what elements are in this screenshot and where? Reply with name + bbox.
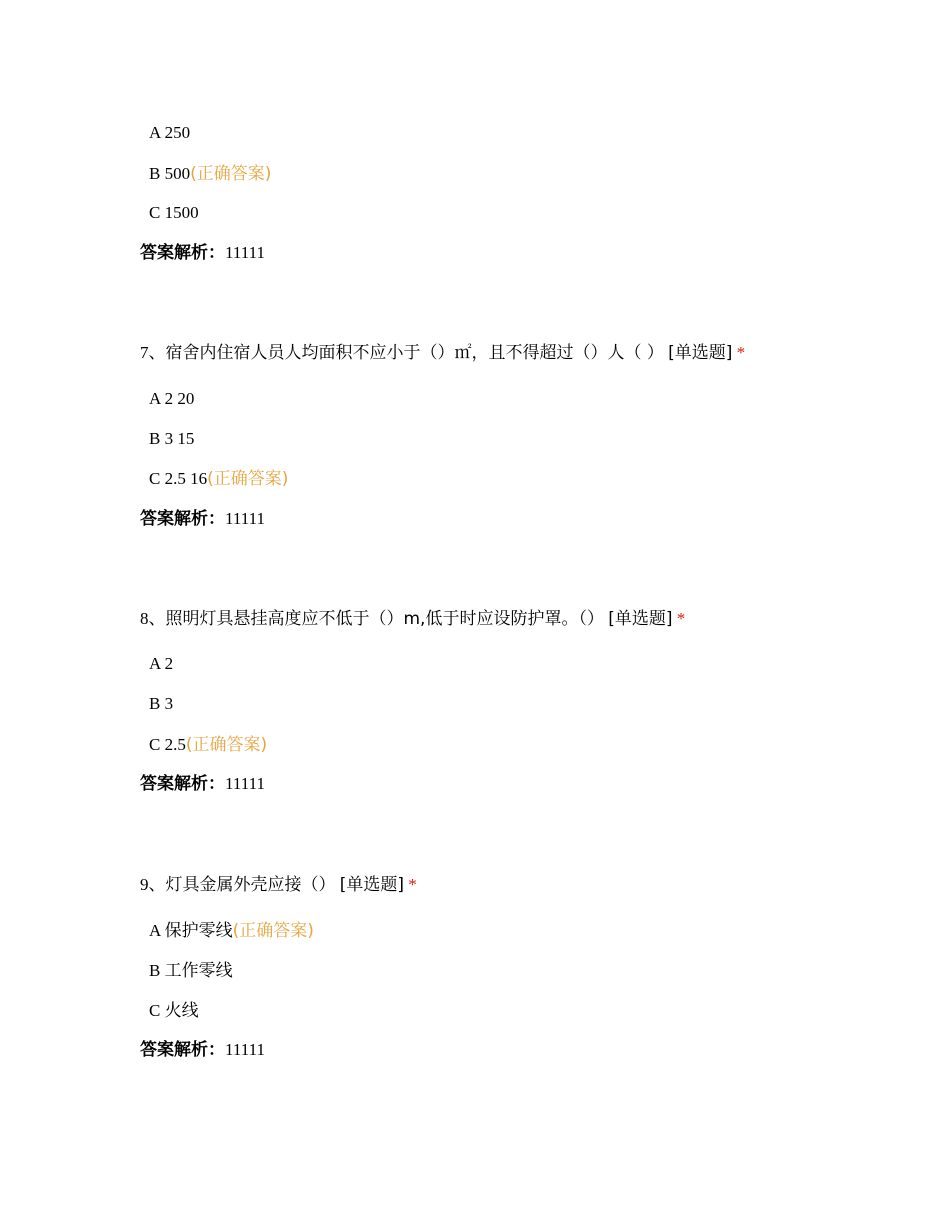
option-c: C 2.5 16(正确答案) [149,469,289,489]
option-b: B 3 [149,694,174,713]
analysis-label: 答案解析： [140,1040,225,1060]
correct-answer-marker: (正确答案) [207,469,289,489]
option-a: A 250 [149,123,191,142]
option-b: B 500(正确答案) [149,164,272,184]
correct-answer-marker: (正确答案) [190,164,272,184]
option-a: A 保护零线(正确答案) [149,921,314,941]
required-mark: * [408,875,417,894]
option-a: A 2 20 [149,389,195,408]
question-title: 8、照明灯具悬挂高度应不低于（）m,低于时应设防护罩。（） [单选题] * [140,609,686,629]
answer-analysis: 答案解析：11111 [140,1040,265,1060]
answer-analysis: 答案解析：11111 [140,774,265,794]
correct-answer-marker: (正确答案) [232,921,314,941]
option-b: B 3 15 [149,429,195,448]
analysis-label: 答案解析： [140,243,225,263]
option-c: C 火线 [149,1001,199,1021]
option-c: C 1500 [149,203,199,222]
analysis-label: 答案解析： [140,509,225,529]
required-mark: * [736,343,746,362]
option-b: B 工作零线 [149,961,233,981]
required-mark: * [676,609,686,628]
answer-analysis: 答案解析：11111 [140,243,265,263]
option-a: A 2 [149,654,174,673]
question-title: 9、灯具金属外壳应接（） [单选题] * [140,875,417,895]
analysis-label: 答案解析： [140,774,225,794]
answer-analysis: 答案解析：11111 [140,509,265,529]
question-title: 7、宿舍内住宿人员人均面积不应小于（）㎡，且不得超过（）人（ ） [单选题] * [140,343,746,363]
option-c: C 2.5(正确答案) [149,735,268,755]
correct-answer-marker: (正确答案) [185,735,268,755]
